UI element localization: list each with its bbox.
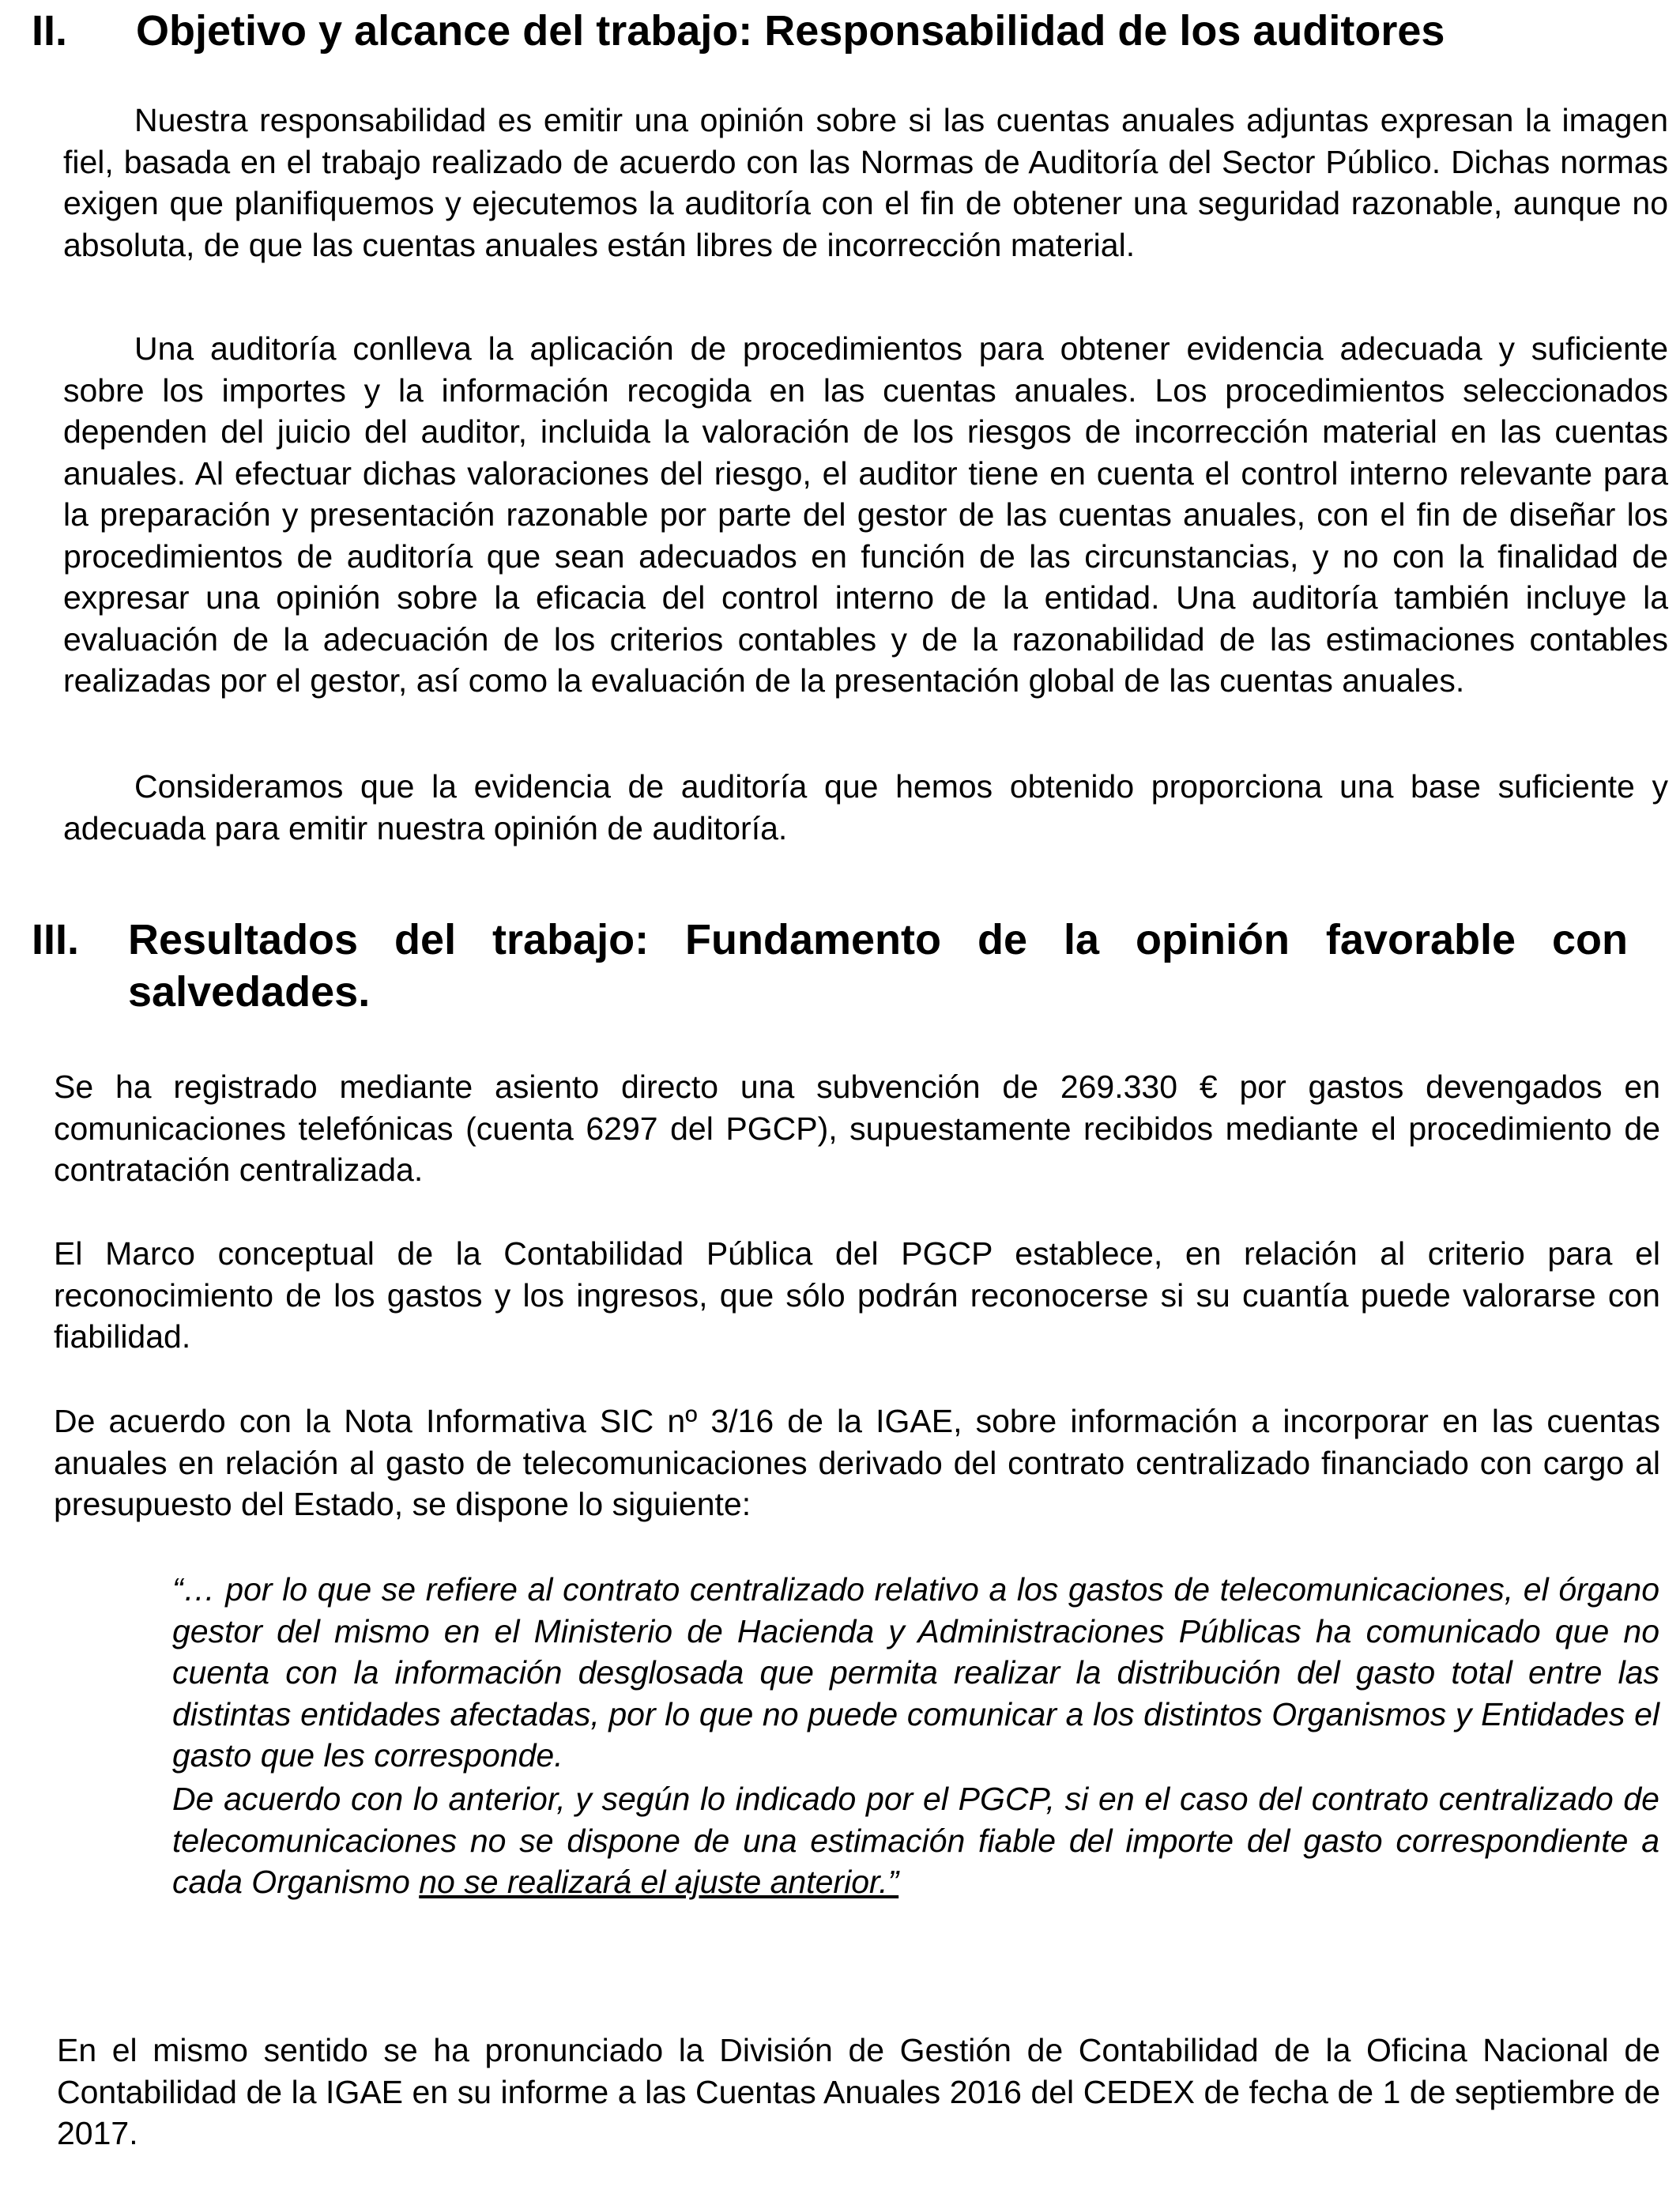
quote-paragraph-2 [172, 1778, 1659, 1903]
section-3-title: Resultados del trabajo: Fundamento de la opinión favorable con salvedades. [128, 916, 1628, 1016]
section-2-paragraph-2: Una auditoría conlleva la aplicación de procedimientos para obtener evidencia adecuada y suficiente sobre los importes y la información recogida en las cuentas anuales. Los procedimientos seleccionados dependen del juicio del auditor, incluida la valoración de los riesgos de incorrección material en las cuentas anuales. Al efectuar dichas valoraciones del riesgo, el auditor tiene en cuenta el control interno relevante para la preparación y presentación razonable por parte del gestor de las cuentas anuales, con el fin de diseñar los procedimientos de auditoría que sean adecuados en función de las circunstancias, y no con la finalidad de expresar una opinión sobre la eficacia del control interno de la entidad. Una auditoría también incluye la evaluación de la adecuación de los criterios contables y de la razonabilidad de las estimaciones contables realizadas por el gestor, así como la evaluación de la presentación global de las cuentas anuales. [63, 330, 1668, 699]
section-3-paragraph-3: De acuerdo con la Nota Informativa SIC nº 3/16 de la IGAE, sobre información a incorporar en las cuentas anuales en relación al gasto de telecomunicaciones derivado del contrato centralizado financiado con cargo al presupuesto del Estado, se dispone lo siguiente: [54, 1403, 1660, 1522]
section-2-paragraph-3: Consideramos que la evidencia de auditoría que hemos obtenido proporciona una base suficiente y adecuada para emitir nuestra opinión de auditoría. [63, 768, 1668, 846]
section-3-paragraph-2: El Marco conceptual de la Contabilidad Pública del PGCP establece, en relación al criterio para el reconocimiento de los gastos y los ingresos, que sólo podrán reconocerse si su cuantía puede valorarse con fiabilidad. [54, 1235, 1660, 1355]
section-2-number: II. [32, 7, 68, 55]
section-3-heading [32, 914, 1659, 1024]
section-3-paragraph-1: Se ha registrado mediante asiento directo una subvención de 269.330 € por gastos devengados en comunicaciones telefónicas (cuenta 6297 del PGCP), supuestamente recibidos mediante el procedimiento de contratación centralizada. [54, 1069, 1660, 1188]
section-2-heading [32, 5, 1659, 60]
section-2-title: Objetivo y alcance del trabajo: Responsabilidad de los auditores [136, 7, 1445, 55]
quote-paragraph-1: “… por lo que se refiere al contrato centralizado relativo a los gastos de telecomunicaciones, el órgano gestor del mismo en el Ministerio de Hacienda y Administraciones Públicas ha comunicado que no cuenta con la información desglosada que permita realizar la distribución del gasto total entre las distintas entidades afectadas, por lo que no puede comunicar a los distintos Organismos y Entidades el gasto que les corresponde. [172, 1571, 1659, 1774]
section-2-paragraph-1: Nuestra responsabilidad es emitir una opinión sobre si las cuentas anuales adjuntas expresan la imagen fiel, basada en el trabajo realizado de acuerdo con las Normas de Auditoría del Sector Público. Dichas normas exigen que planifiquemos y ejecutemos la auditoría con el fin de obtener una seguridad razonable, aunque no absoluta, de que las cuentas anuales están libres de incorrección material. [63, 102, 1668, 263]
quote-2-text: De acuerdo con lo anterior, y según lo indicado por el PGCP, si en el caso del contrato centralizado de telecomunicaciones no se dispone de una estimación fiable del importe del gasto correspondiente a cada Organismo [172, 1781, 1659, 1900]
quote-2-underlined-text: no se realizará el ajuste anterior.” [419, 1864, 899, 1900]
section-3-final-paragraph: En el mismo sentido se ha pronunciado la División de Gestión de Contabilidad de la Oficina Nacional de Contabilidad de la IGAE en su informe a las Cuentas Anuales 2016 del CEDEX de fecha de 1 de septiembre de 2017. [57, 2032, 1660, 2151]
section-3-number: III. [32, 916, 80, 963]
